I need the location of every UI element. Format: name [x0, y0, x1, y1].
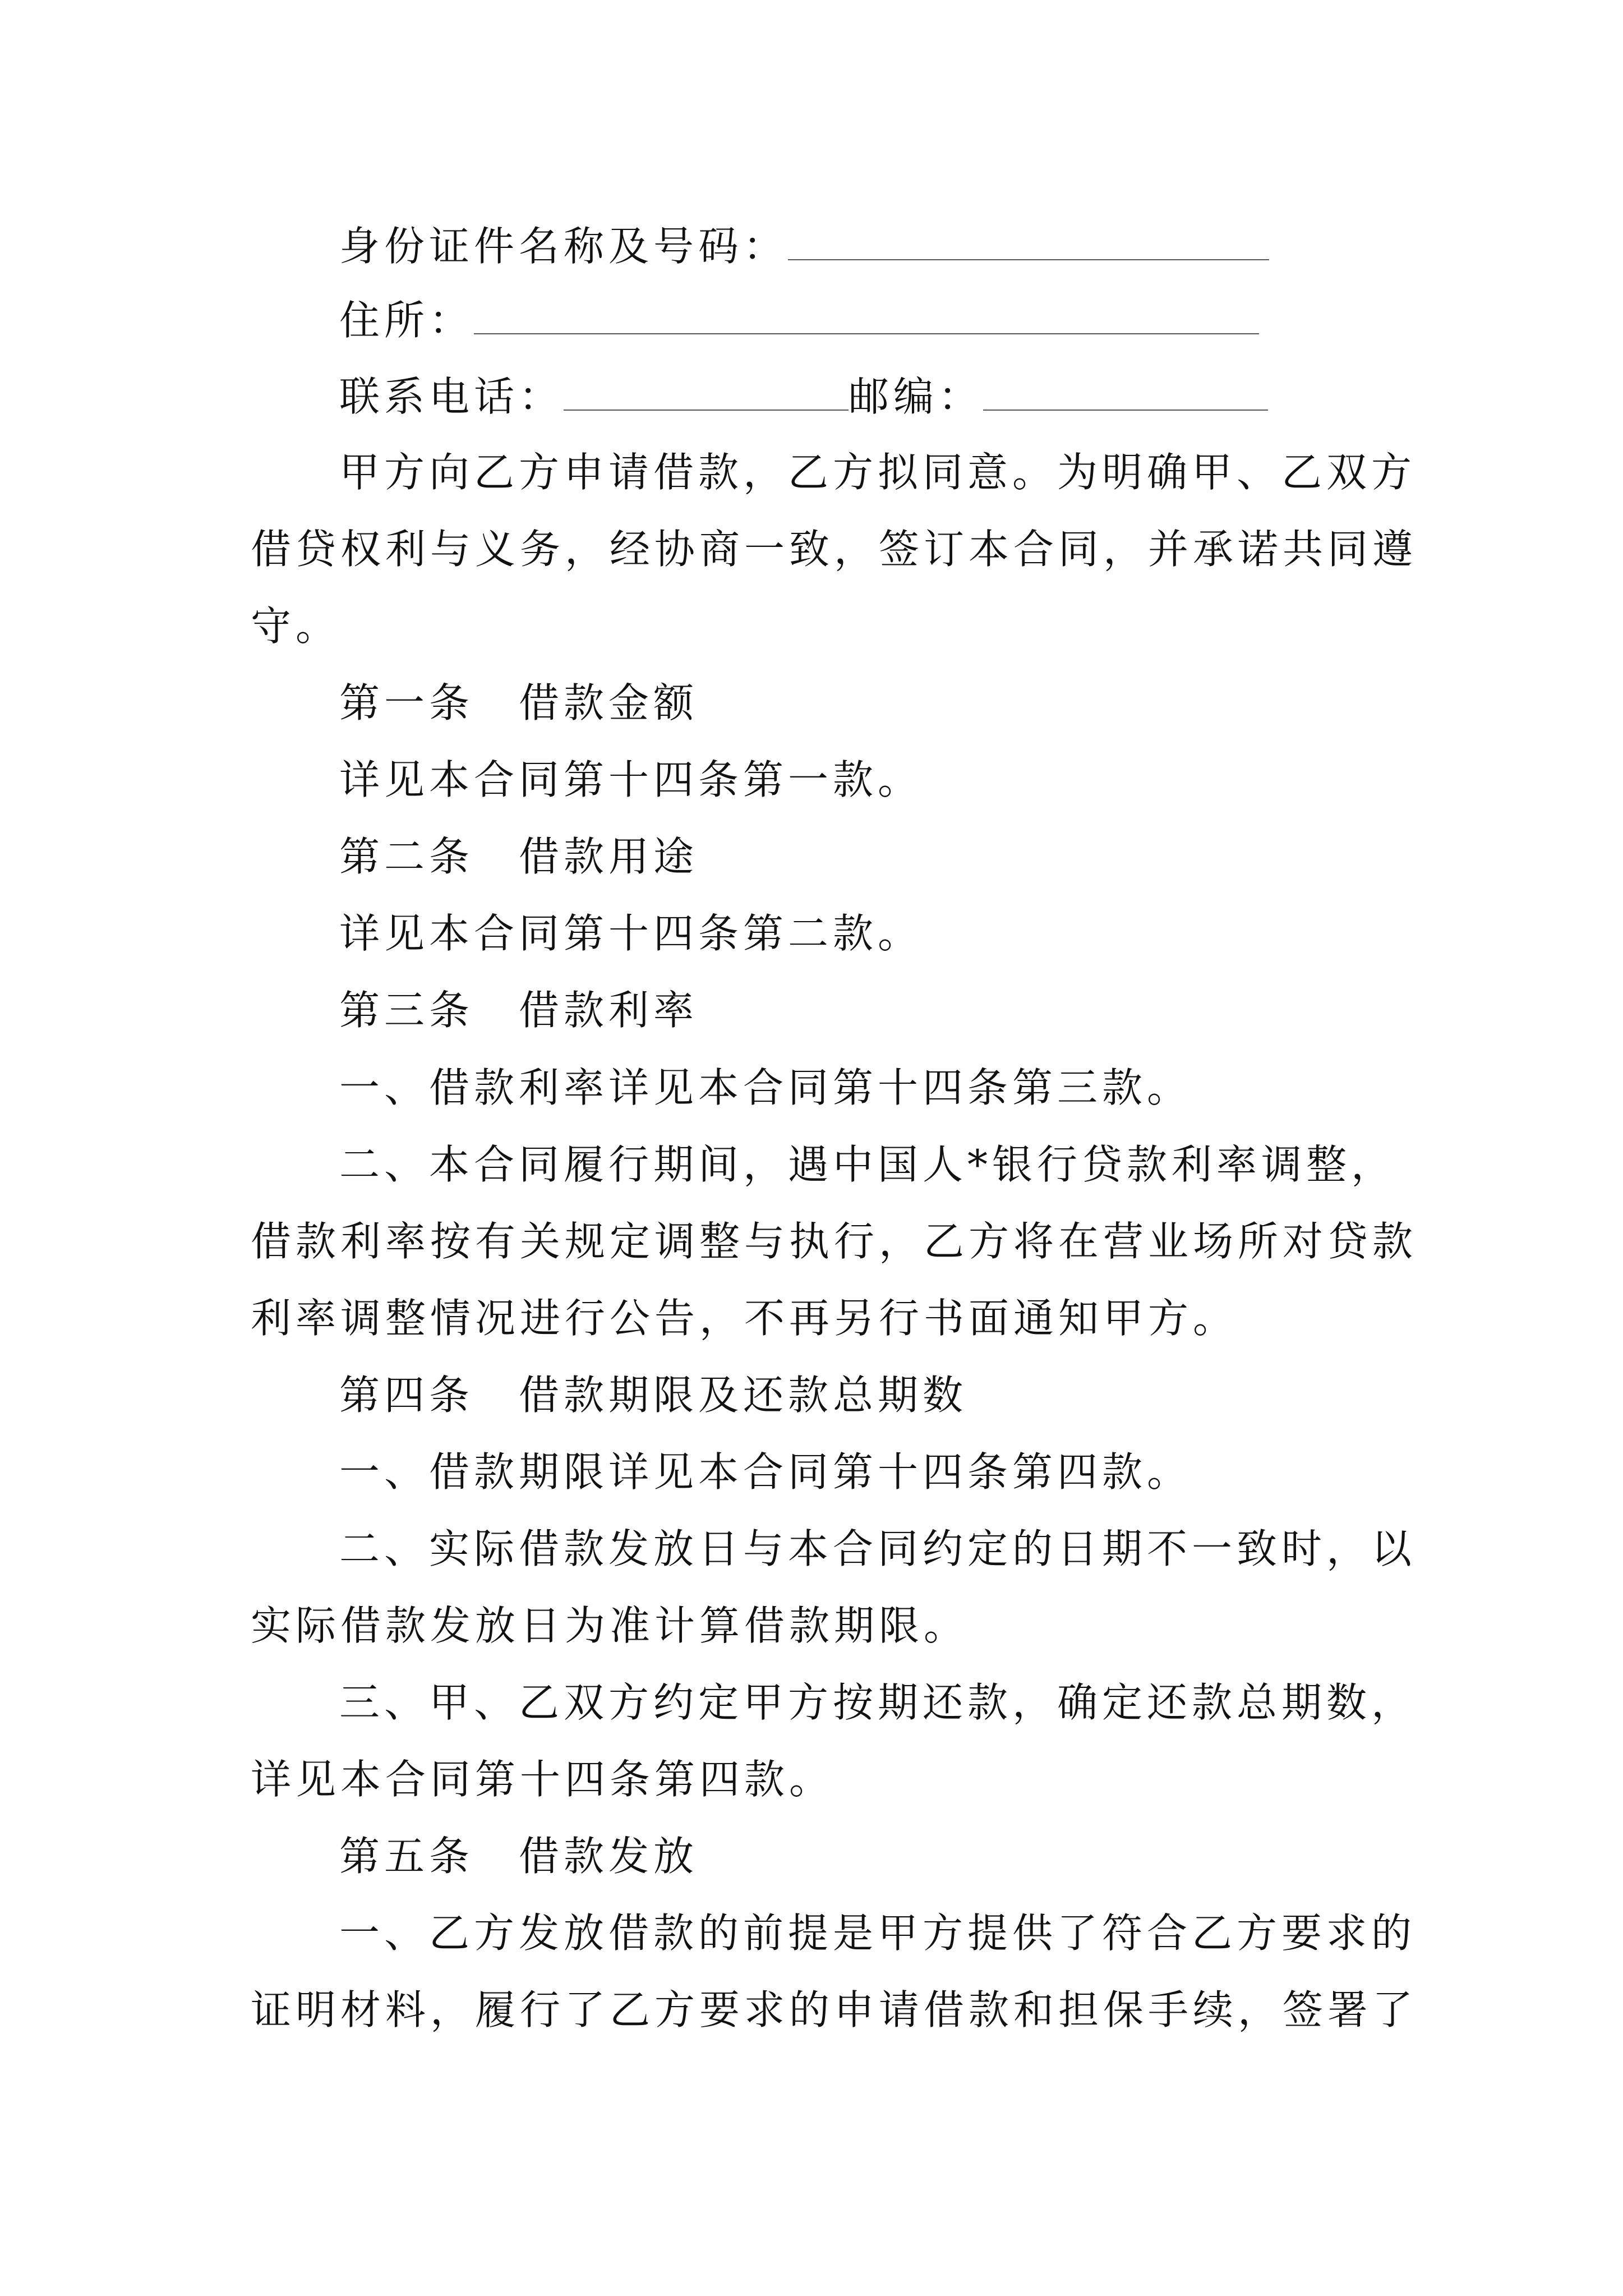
intro-line-2: 借贷权利与义务，经协商一致，签订本合同，并承诺共同遵	[251, 526, 1418, 573]
article-2-title: 第二条 借款用途	[339, 833, 699, 880]
article-4-clause-1: 一、借款期限详见本合同第十四条第四款。	[339, 1448, 1192, 1496]
phone-label: 联系电话：	[339, 373, 564, 420]
article-4-clause-3-line-1: 三、甲、乙双方约定甲方按期还款，确定还款总期数，	[339, 1679, 1417, 1726]
id-line	[339, 223, 1269, 270]
address-label: 住所：	[339, 297, 474, 344]
id-blank	[788, 224, 1269, 260]
phone-line	[339, 373, 1268, 420]
article-3-title: 第三条 借款利率	[339, 987, 699, 1034]
article-1-title: 第一条 借款金额	[339, 679, 699, 726]
address-blank	[474, 298, 1259, 334]
article-3-clause-2-line-2: 借款利率按有关规定调整与执行，乙方将在营业场所对贷款	[251, 1218, 1418, 1265]
article-5-clause-1-line-2: 证明材料，履行了乙方要求的申请借款和担保手续，签署了	[251, 1986, 1418, 2033]
article-5-title: 第五条 借款发放	[339, 1833, 699, 1880]
postcode-label: 邮编：	[849, 373, 984, 420]
article-4-clause-3-line-2: 详见本合同第十四条第四款。	[251, 1756, 834, 1803]
article-2-text: 详见本合同第十四条第二款。	[339, 910, 923, 957]
intro-line-1: 甲方向乙方申请借款，乙方拟同意。为明确甲、乙双方	[339, 449, 1417, 496]
article-4-clause-2-line-2: 实际借款发放日为准计算借款期限。	[251, 1602, 969, 1649]
article-3-clause-2-line-3: 利率调整情况进行公告，不再另行书面通知甲方。	[251, 1295, 1238, 1342]
article-3-clause-2-line-1: 二、本合同履行期间，遇中国人*银行贷款利率调整，	[339, 1141, 1396, 1188]
address-line	[339, 297, 1259, 344]
id-label: 身份证件名称及号码：	[339, 223, 789, 270]
intro-line-3: 守。	[251, 602, 341, 650]
article-4-clause-2-line-1: 二、实际借款发放日与本合同约定的日期不一致时，以	[339, 1525, 1417, 1572]
phone-blank	[564, 375, 849, 411]
article-5-clause-1-line-1: 一、乙方发放借款的前提是甲方提供了符合乙方要求的	[339, 1910, 1417, 1957]
article-4-title: 第四条 借款期限及还款总期数	[339, 1372, 968, 1419]
article-1-text: 详见本合同第十四条第一款。	[339, 756, 923, 803]
postcode-blank	[983, 375, 1268, 411]
article-3-clause-1: 一、借款利率详见本合同第十四条第三款。	[339, 1064, 1192, 1111]
